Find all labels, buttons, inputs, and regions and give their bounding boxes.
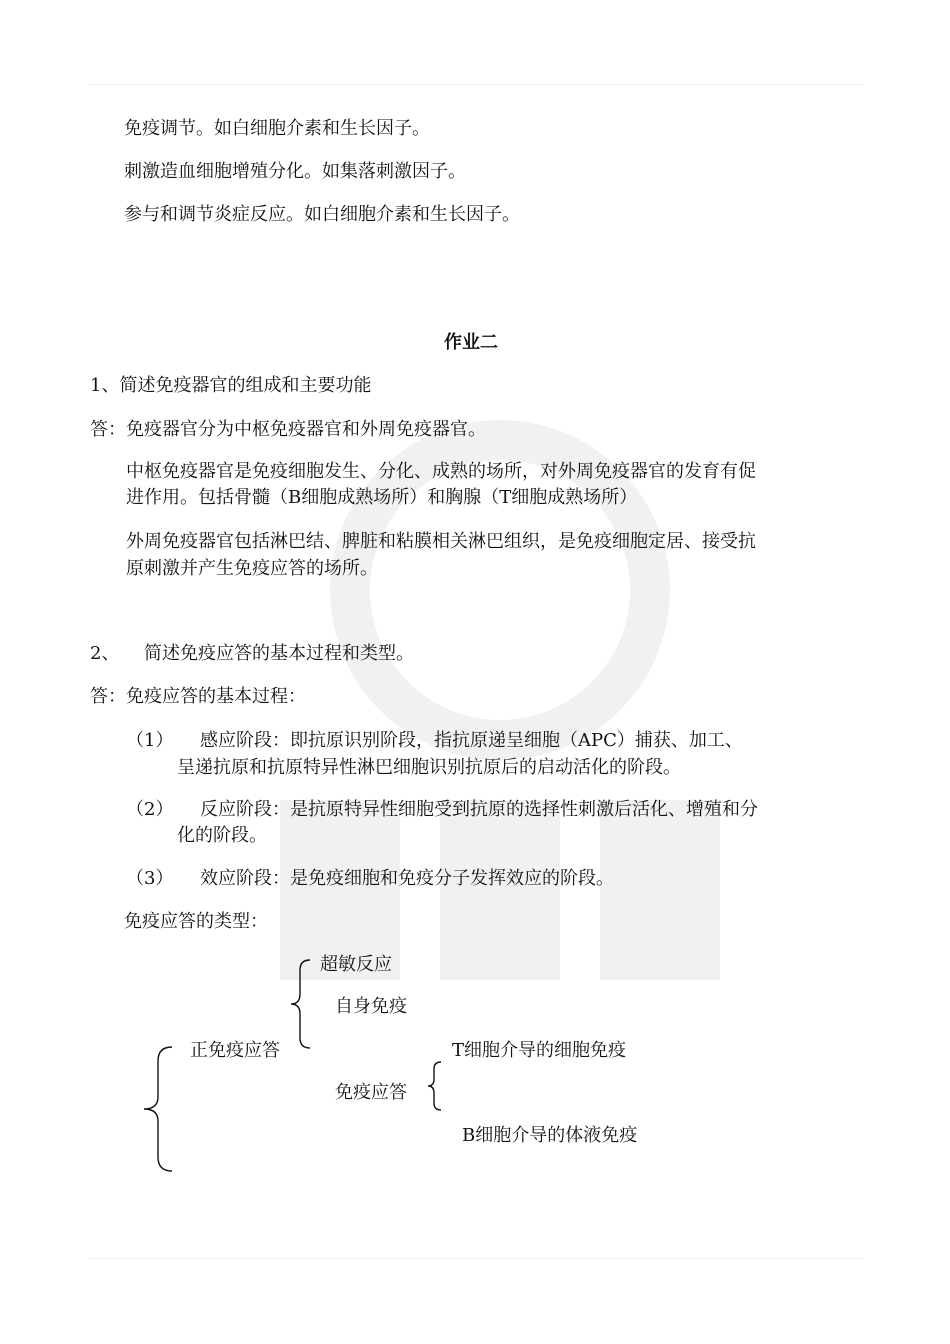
q1-central-line-2: 进作用。包括骨髓（B细胞成熟场所）和胸腺（T细胞成熟场所） xyxy=(126,487,638,508)
top-divider xyxy=(88,84,863,85)
tree-autoimmunity: 自身免疫 xyxy=(335,996,407,1017)
watermark-logo-icon xyxy=(220,420,780,1020)
q1-central-line-1: 中枢免疫器官是免疫细胞发生、分化、成熟的场所，对外周免疫器官的发育有促 xyxy=(126,461,756,482)
stage-3-num: （3） xyxy=(126,868,174,889)
stage-1-line-1: 感应阶段：即抗原识别阶段，指抗原递呈细胞（APC）捕获、加工、 xyxy=(200,730,743,751)
positive-brace-icon xyxy=(288,958,318,1050)
header-line-3: 参与和调节炎症反应。如白细胞介素和生长因子。 xyxy=(124,204,520,225)
stage-2-line-2: 化的阶段。 xyxy=(177,825,267,846)
q1-peripheral-line-1: 外周免疫器官包括淋巴结、脾脏和粘膜相关淋巴组织，是免疫细胞定居、接受抗 xyxy=(126,531,756,552)
q2-question-text: 简述免疫应答的基本过程和类型。 xyxy=(144,643,414,664)
q1-peripheral-line-2: 原刺激并产生免疫应答的场所。 xyxy=(126,558,378,579)
q2-question-num: 2、 xyxy=(90,643,120,664)
tree-t-cell-immunity: T细胞介导的细胞免疫 xyxy=(452,1040,627,1061)
stage-2-line-1: 反应阶段：是抗原特异性细胞受到抗原的选择性刺激后活化、增殖和分 xyxy=(200,799,758,820)
types-title: 免疫应答的类型： xyxy=(124,911,268,932)
bottom-divider xyxy=(88,1258,863,1259)
header-line-2: 刺激造血细胞增殖分化。如集落刺激因子。 xyxy=(124,161,466,182)
section-title: 作业二 xyxy=(444,332,498,353)
tree-b-cell-immunity: B细胞介导的体液免疫 xyxy=(462,1125,638,1146)
tree-positive-response: 正免疫应答 xyxy=(190,1040,280,1061)
outer-brace-icon xyxy=(140,1045,180,1175)
q1-answer-intro: 答：免疫器官分为中枢免疫器官和外周免疫器官。 xyxy=(90,419,486,440)
tree-hypersensitivity: 超敏反应 xyxy=(320,954,392,975)
q1-question: 1、简述免疫器官的组成和主要功能 xyxy=(90,375,372,396)
stage-1-num: （1） xyxy=(126,730,174,751)
tree-immune-response: 免疫应答 xyxy=(335,1082,407,1103)
response-brace-icon xyxy=(425,1060,445,1112)
stage-1-line-2: 呈递抗原和抗原特异性淋巴细胞识别抗原后的启动活化的阶段。 xyxy=(177,757,681,778)
stage-3-line-1: 效应阶段：是免疫细胞和免疫分子发挥效应的阶段。 xyxy=(200,868,614,889)
q2-answer-intro: 答：免疫应答的基本过程： xyxy=(90,686,306,707)
header-line-1: 免疫调节。如白细胞介素和生长因子。 xyxy=(124,118,430,139)
stage-2-num: （2） xyxy=(126,799,174,820)
